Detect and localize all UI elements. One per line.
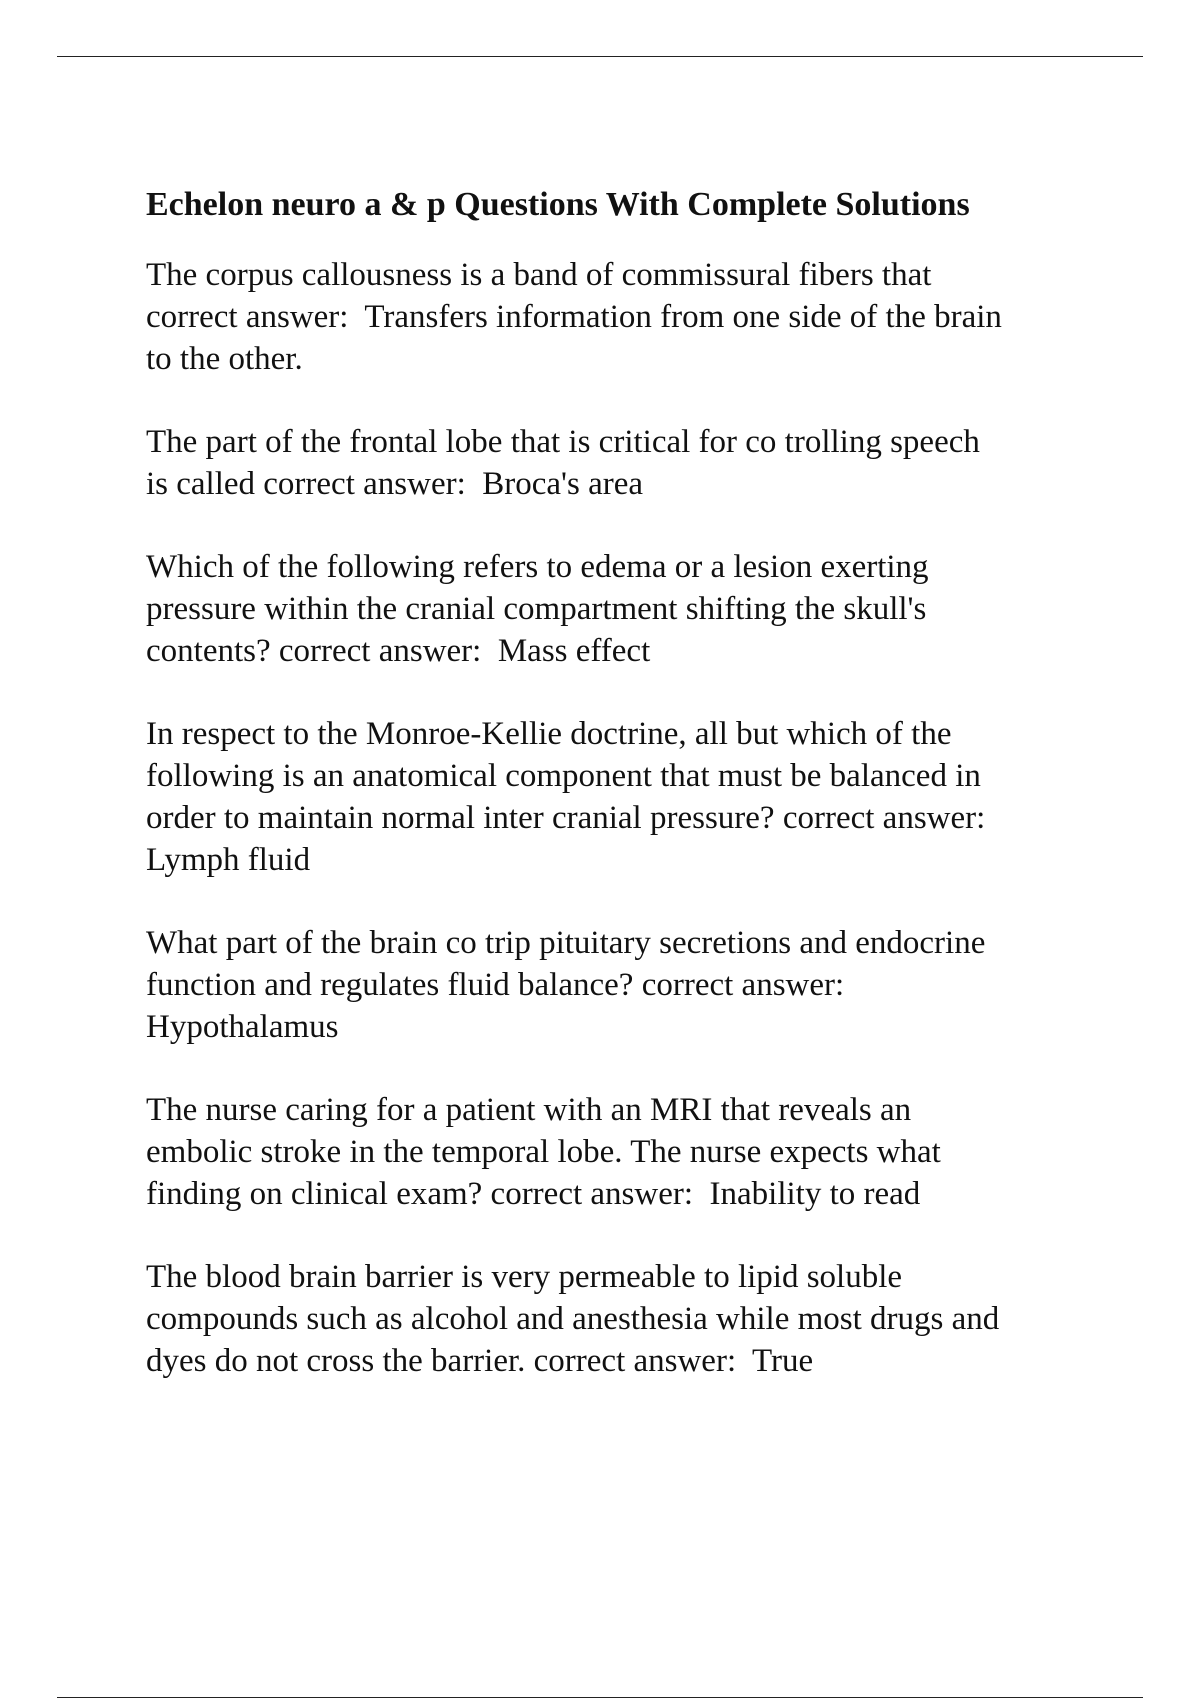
qa-item-7: The blood brain barrier is very permeable to lipid soluble compounds such as alcohol and anesthesia while most drugs and dyes do not cross the barrier. correct answer: True [146, 1259, 1000, 1379]
qa-item-4: In respect to the Monroe-Kellie doctrine, all but which of the following is an anatomical component that must be balanced in order to maintain normal inter cranial pressure? correct answer: Lymph fluid [146, 716, 986, 878]
top-divider [57, 56, 1143, 57]
qa-item-2: The part of the frontal lobe that is critical for co trolling speech is called correct answer: Broca's area [146, 424, 980, 502]
qa-item-5: What part of the brain co trip pituitary secretions and endocrine function and regulates fluid balance? correct answer: Hypothalamus [146, 925, 986, 1045]
qa-item-1: The corpus callousness is a band of commissural fibers that correct answer: Transfers information from one side of the brain to the other. [146, 257, 1002, 377]
document-body [146, 184, 1106, 1423]
qa-item-3: Which of the following refers to edema or a lesion exerting pressure within the cranial compartment shifting the skull's contents? correct answer: Mass effect [146, 549, 929, 669]
document-title: Echelon neuro a & p Questions With Complete Solutions [146, 186, 970, 223]
bottom-divider [57, 1697, 1143, 1698]
qa-item-6: The nurse caring for a patient with an MRI that reveals an embolic stroke in the temporal lobe. The nurse expects what finding on clinical exam? correct answer: Inability to read [146, 1092, 941, 1212]
